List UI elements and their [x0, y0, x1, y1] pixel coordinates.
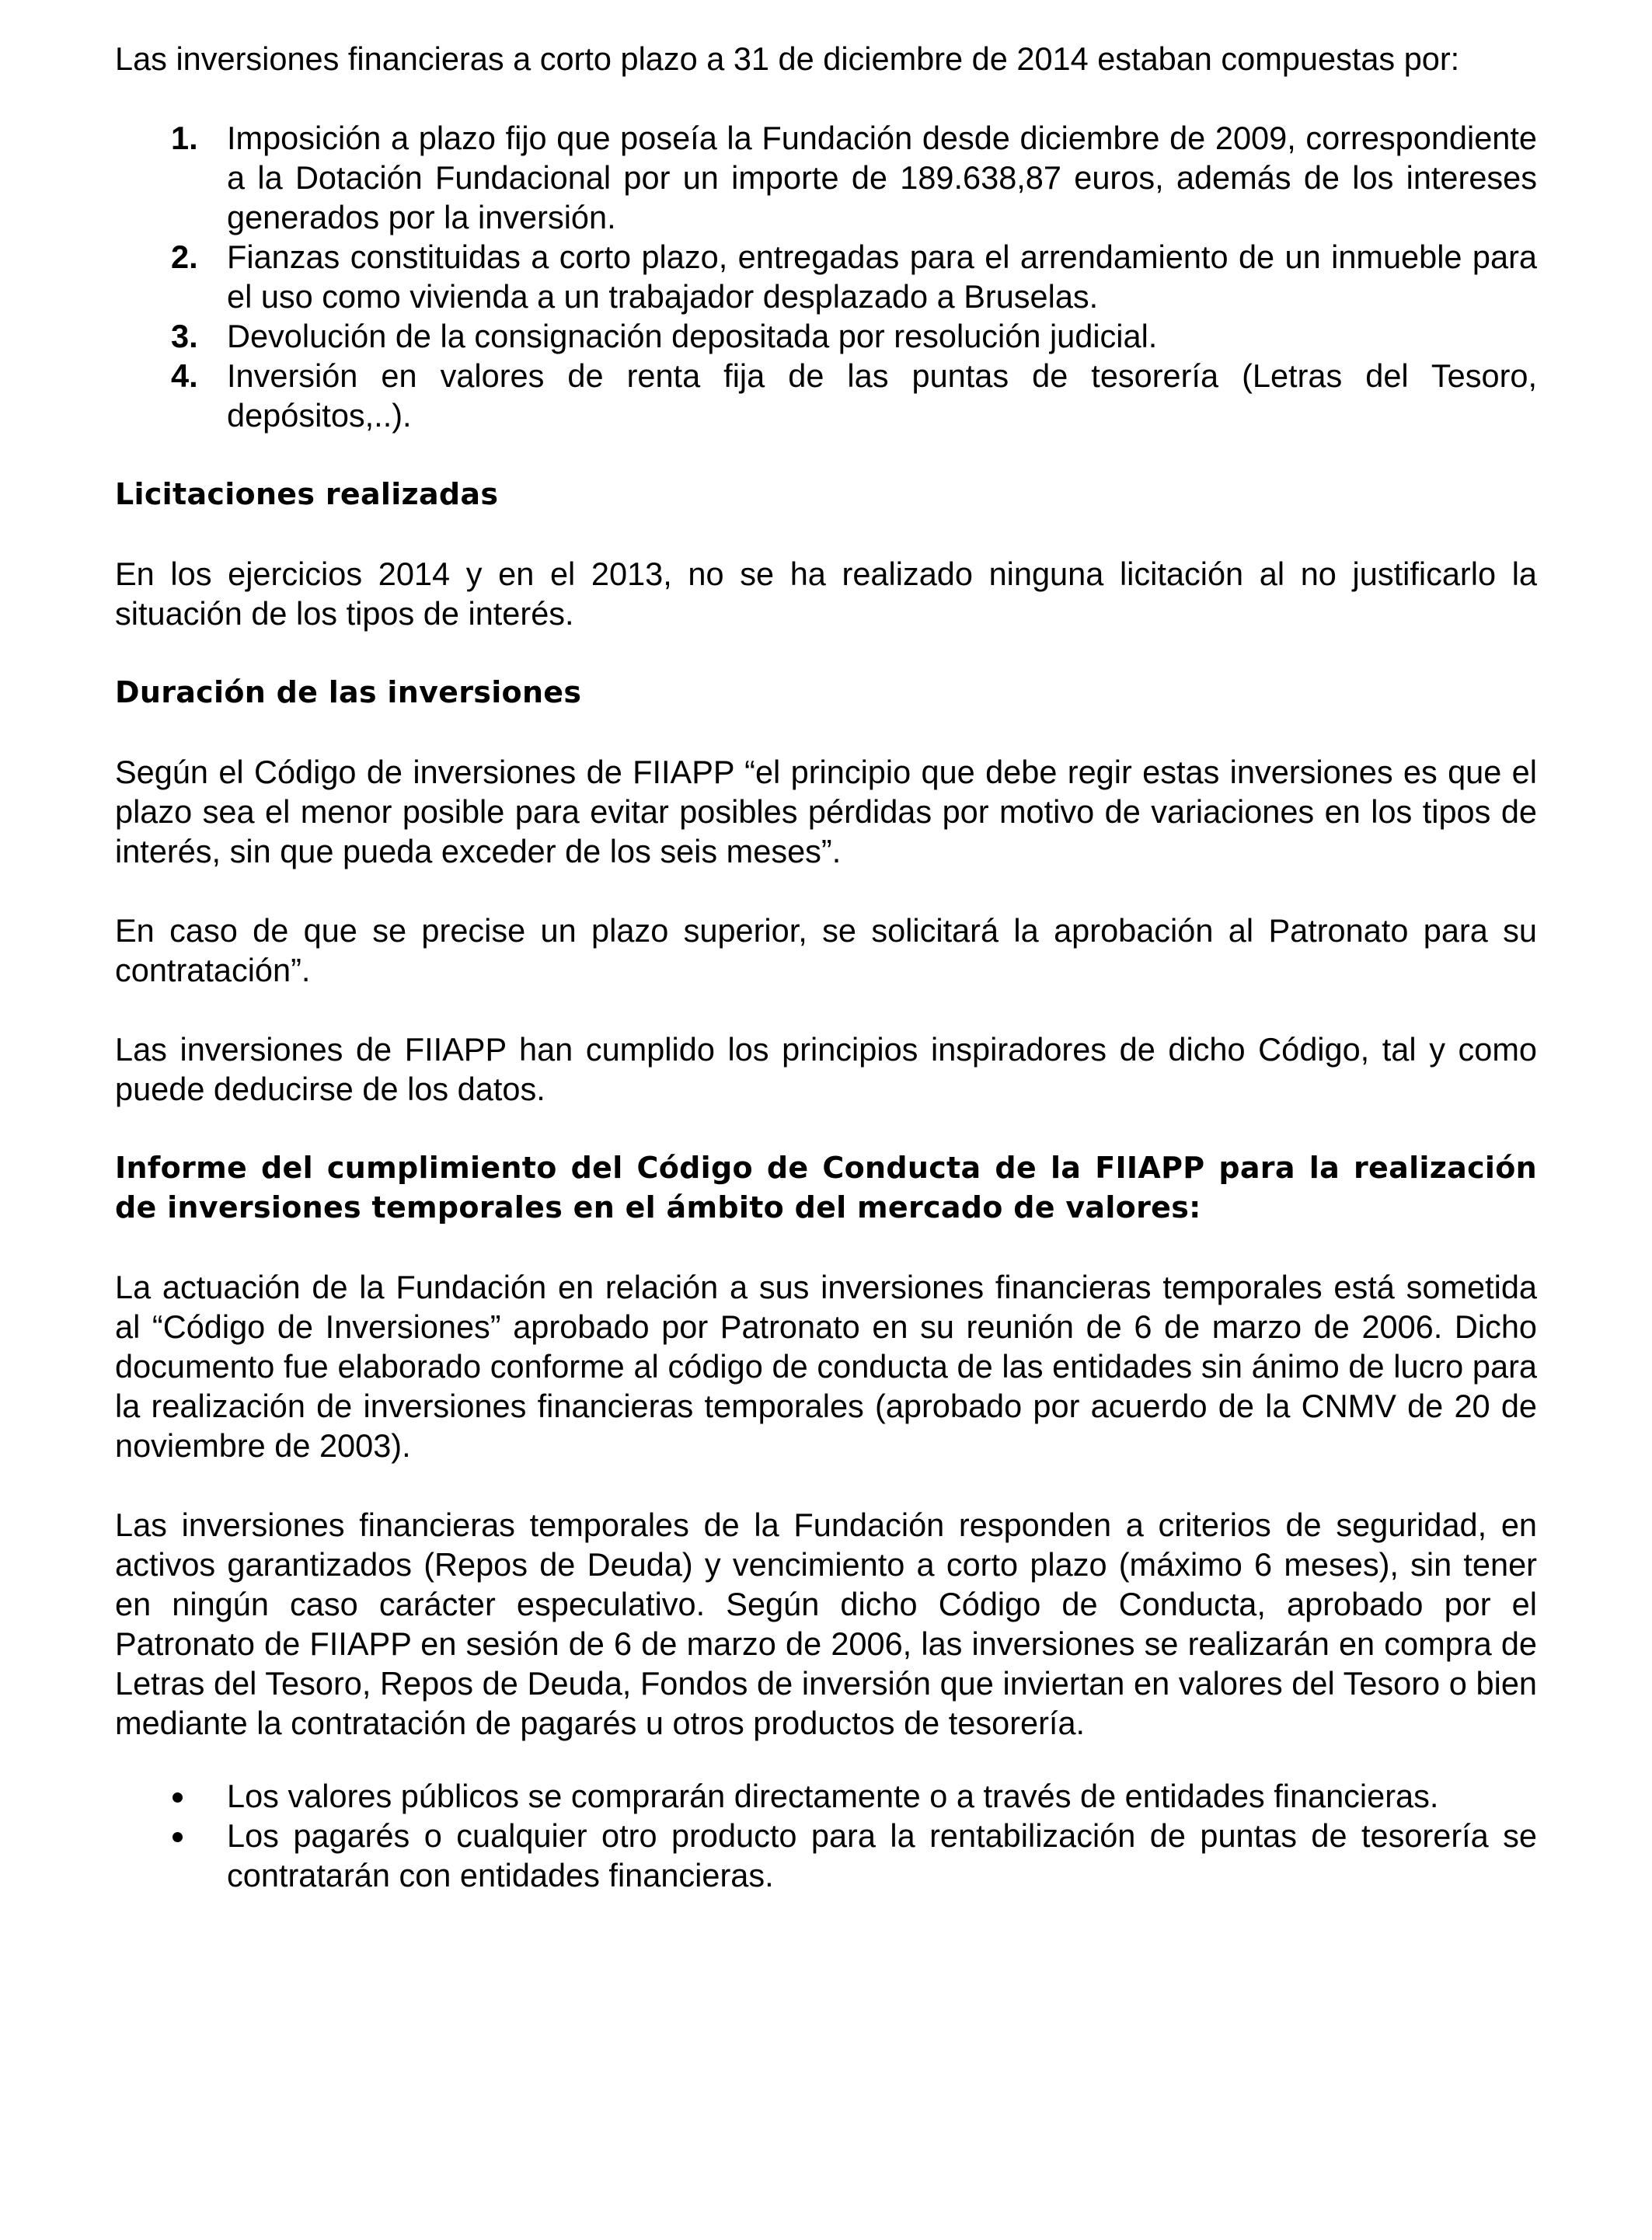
bullet-text: Los valores públicos se comprarán directamente o a través de entidades financieras. — [227, 1778, 1439, 1814]
list-item-number: 2. — [171, 239, 198, 275]
section-heading-duracion: Duración de las inversiones — [115, 675, 582, 709]
duracion-paragraph-2: En caso de que se precise un plazo superior, se solicitará la aprobación al Patronato para su contratación”. — [115, 912, 1537, 988]
bullet-item — [115, 1816, 1537, 1895]
intro-paragraph: Las inversiones financieras a corto plazo a 31 de diciembre de 2014 estaban compuestas por: — [115, 40, 1460, 77]
bullet-list — [115, 1776, 1537, 1895]
list-item — [115, 356, 1537, 435]
licitaciones-paragraph: En los ejercicios 2014 y en el 2013, no se ha realizado ninguna licitación al no justificarlo la situación de los tipos de interés. — [115, 556, 1537, 632]
document-page — [115, 39, 1537, 1895]
bullet-icon — [173, 1832, 183, 1842]
list-item-text: Imposición a plazo fijo que poseía la Fundación desde diciembre de 2009, correspondiente a la Dotación Fundacional por un importe de 189.638,87 euros, además de los intereses generados por la inversión. — [227, 120, 1537, 235]
list-item-number: 1. — [171, 120, 198, 156]
list-item — [115, 118, 1537, 237]
spacer — [115, 1228, 1537, 1267]
spacer — [115, 712, 1537, 752]
list-item-number: 3. — [171, 318, 198, 354]
list-item — [115, 316, 1537, 356]
spacer — [115, 990, 1537, 1029]
list-item-text: Devolución de la consignación depositada por resolución judicial. — [227, 318, 1158, 354]
spacer — [115, 1465, 1537, 1505]
list-item-text: Fianzas constituidas a corto plazo, entregadas para el arrendamiento de un inmueble para el uso como vivienda a un trabajador desplazado a Bruselas. — [227, 239, 1537, 315]
list-item-number: 4. — [171, 357, 198, 394]
spacer — [115, 633, 1537, 673]
bullet-item — [115, 1776, 1537, 1816]
spacer — [115, 435, 1537, 475]
informe-paragraph-2: Las inversiones financieras temporales de la Fundación responden a criterios de seguridad, en activos garantizados (Repos de Deuda) y vencimiento a corto plazo (máximo 6 meses), sin tener en ningún caso carácter especulativo. Según dicho Código de Conducta, aprobado por el Patronato de FIIAPP en sesión de 6 de marzo de 2006, las inversiones se realizarán en compra de Letras del Tesoro, Repos de Deuda, Fondos de inversión que inviertan en valores del Tesoro o bien mediante la contratación de pagarés u otros productos de tesorería. — [115, 1507, 1537, 1741]
spacer — [115, 871, 1537, 911]
duracion-paragraph-1: Según el Código de inversiones de FIIAPP “el principio que debe regir estas inversiones es que el plazo sea el menor posible para evitar posibles pérdidas por motivo de variaciones en los tipos de interés, sin que pueda exceder de los seis meses”. — [115, 754, 1537, 869]
list-item-text: Inversión en valores de renta fija de las puntas de tesorería (Letras del Tesoro, depósitos,..). — [227, 357, 1537, 434]
spacer — [115, 514, 1537, 554]
spacer — [115, 1743, 1537, 1776]
section-heading-licitaciones: Licitaciones realizadas — [115, 477, 499, 511]
investment-list — [115, 118, 1537, 435]
informe-paragraph-1: La actuación de la Fundación en relación a sus inversiones financieras temporales está sometida al “Código de Inversiones” aprobado por Patronato en su reunión de 6 de marzo de 2006. Dicho documento fue elaborado conforme al código de conducta de las entidades sin ánimo de lucro para la realización de inversiones financieras temporales (aprobado por acuerdo de la CNMV de 20 de noviembre de 2003). — [115, 1269, 1537, 1464]
list-item — [115, 237, 1537, 316]
duracion-paragraph-3: Las inversiones de FIIAPP han cumplido los principios inspiradores de dicho Código, tal y como puede deducirse de los datos. — [115, 1031, 1537, 1107]
bullet-icon — [173, 1792, 183, 1803]
section-heading-informe: Informe del cumplimiento del Código de Conducta de la FIIAPP para la realización de inversiones temporales en el ámbito del mercado de valores: — [115, 1151, 1537, 1225]
bullet-text: Los pagarés o cualquier otro producto para la rentabilización de puntas de tesorería se contratarán con entidades financieras. — [227, 1817, 1537, 1893]
spacer — [115, 1109, 1537, 1148]
spacer — [115, 78, 1537, 118]
